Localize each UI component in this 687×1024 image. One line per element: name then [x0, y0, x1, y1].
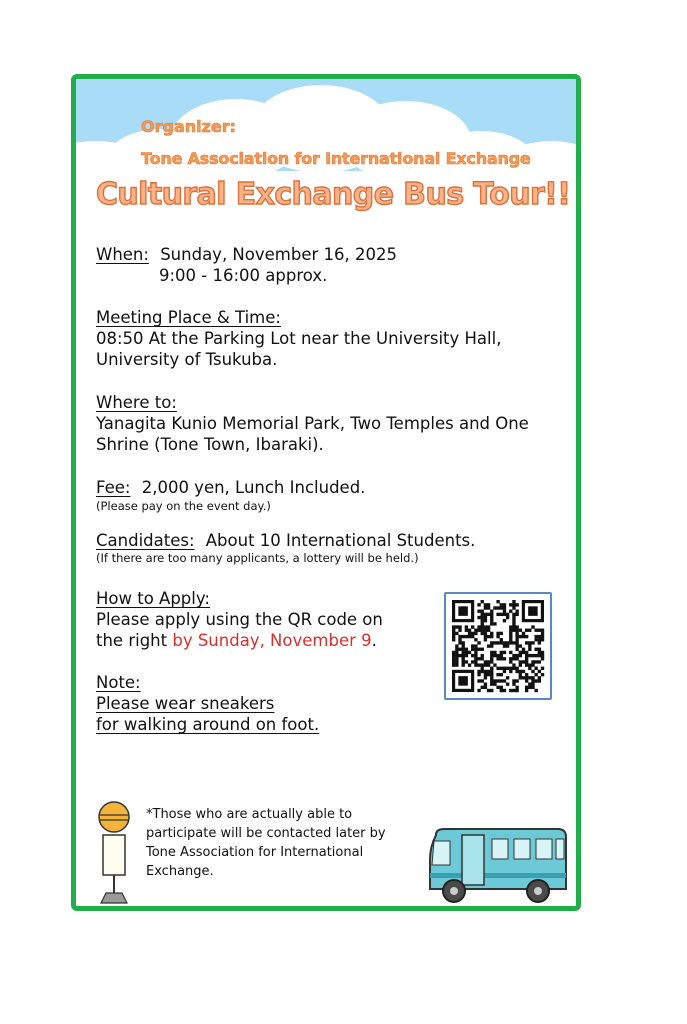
when-time: 9:00 - 16:00 approx. [159, 266, 328, 285]
fee-value: 2,000 yen, Lunch Included. [141, 478, 366, 497]
apply-line2-suffix: . [371, 631, 377, 650]
apply-line1: Please apply using the QR code on [96, 610, 383, 629]
where-line1: Yanagita Kunio Memorial Park, Two Temples and One [96, 414, 529, 433]
apply-deadline: by Sunday, November 9 [172, 631, 372, 650]
candidates-note: (If there are too many applicants, a lottery will be held.) [96, 551, 419, 565]
meeting-label: Meeting Place & Time: [96, 308, 281, 327]
apply-line2-prefix: the right [96, 631, 173, 650]
when-label: When: [96, 245, 149, 264]
where-label: Where to: [96, 393, 177, 412]
apply-label: How to Apply: [96, 589, 210, 608]
meeting-line2: University of Tsukuba. [96, 350, 278, 369]
bus-icon [426, 827, 571, 907]
footer-line2: participate will be contacted later by [146, 826, 386, 841]
candidates-label: Candidates: [96, 531, 195, 550]
note-label: Note: [96, 673, 141, 692]
where-line2: Shrine (Tone Town, Ibaraki). [96, 435, 324, 454]
footer-line3: Tone Association for International [146, 845, 364, 860]
bus-stop-icon [93, 801, 135, 904]
footer-line1: *Those who are actually able to [146, 807, 353, 822]
when-date: Sunday, November 16, 2025 [160, 245, 397, 264]
qr-code-icon[interactable] [444, 592, 552, 700]
candidates-value: About 10 International Students. [205, 531, 476, 550]
fee-note: (Please pay on the event day.) [96, 499, 271, 513]
note-line2: for walking around on foot. [96, 715, 320, 734]
fee-label: Fee: [96, 478, 131, 497]
meeting-line1: 08:50 At the Parking Lot near the University Hall, [96, 329, 502, 348]
flyer-frame [71, 74, 581, 911]
page-title: Cultural Exchange Bus Tour!! [96, 177, 571, 212]
footer-note [146, 805, 386, 881]
note-line1: Please wear sneakers [96, 694, 275, 713]
footer-line4: Exchange. [146, 864, 214, 879]
organizer-name: Tone Association for International Exchange [141, 149, 531, 168]
organizer-label: Organizer: [141, 117, 237, 136]
